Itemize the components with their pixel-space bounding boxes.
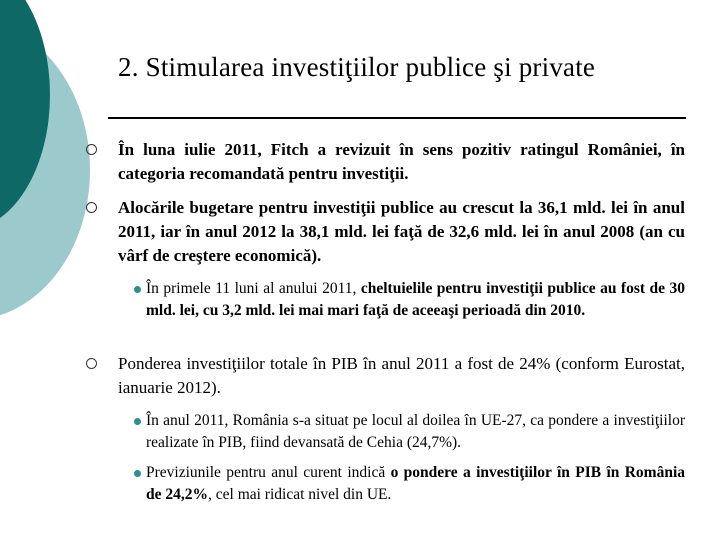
subbullet-text: În primele 11 luni al anului 2011, — [146, 280, 361, 297]
subbullet-text-bold: o pondere a investiţiilor în PIB în România de 24,2% — [146, 464, 686, 503]
hollow-circle-bullet-icon — [86, 144, 97, 155]
bullet-investment-share-gdp — [118, 352, 685, 400]
filled-dot-bullet-icon — [134, 286, 141, 293]
slide-title: 2. Stimularea investiţiilor publice şi private — [118, 52, 596, 82]
subbullet-text: În anul 2011, România s-a situat pe locul al doilea în UE-27, ca pondere a investiţiilor realizate în PIB, fiind devansată de Cehia (24,7%). — [146, 412, 685, 451]
bullet-text: Alocările bugetare pentru investiţii publice au crescut la 36,1 mld. lei în anul 2011, iar în anul 2012 la 38,1 mld. lei faţă de 32,6 mld. lei în anul 2008 (an cu vârf de creştere economică). — [118, 198, 685, 265]
subbullet-forecast — [146, 462, 685, 506]
subbullet-text-end: , cel mai ridicat nivel din UE. — [208, 486, 392, 503]
bullet-fitch-rating — [118, 138, 685, 186]
subbullet-public-investment-spending — [146, 278, 685, 322]
filled-dot-bullet-icon — [134, 470, 141, 477]
bullet-text: Ponderea investiţiilor totale în PIB în anul 2011 a fost de 24% (conform Eurostat, ianuarie 2012). — [118, 354, 685, 397]
filled-dot-bullet-icon — [134, 418, 141, 425]
title-underline — [108, 117, 686, 119]
subbullet-text: Previziunile pentru anul curent indică — [146, 464, 391, 481]
subbullet-text-bold: cheltuielile pentru investiţii publice au fost de 30 mld. lei, cu 3,2 mld. lei mai mari faţă de aceeaşi perioadă din 2010. — [146, 280, 685, 319]
bullet-budget-allocations — [118, 196, 685, 268]
hollow-circle-bullet-icon — [86, 358, 97, 369]
hollow-circle-bullet-icon — [86, 202, 97, 213]
bullet-text: În luna iulie 2011, Fitch a revizuit în sens pozitiv ratingul României, în categoria recomandată pentru investiţii. — [118, 140, 685, 183]
subbullet-romania-ranking — [146, 410, 685, 454]
